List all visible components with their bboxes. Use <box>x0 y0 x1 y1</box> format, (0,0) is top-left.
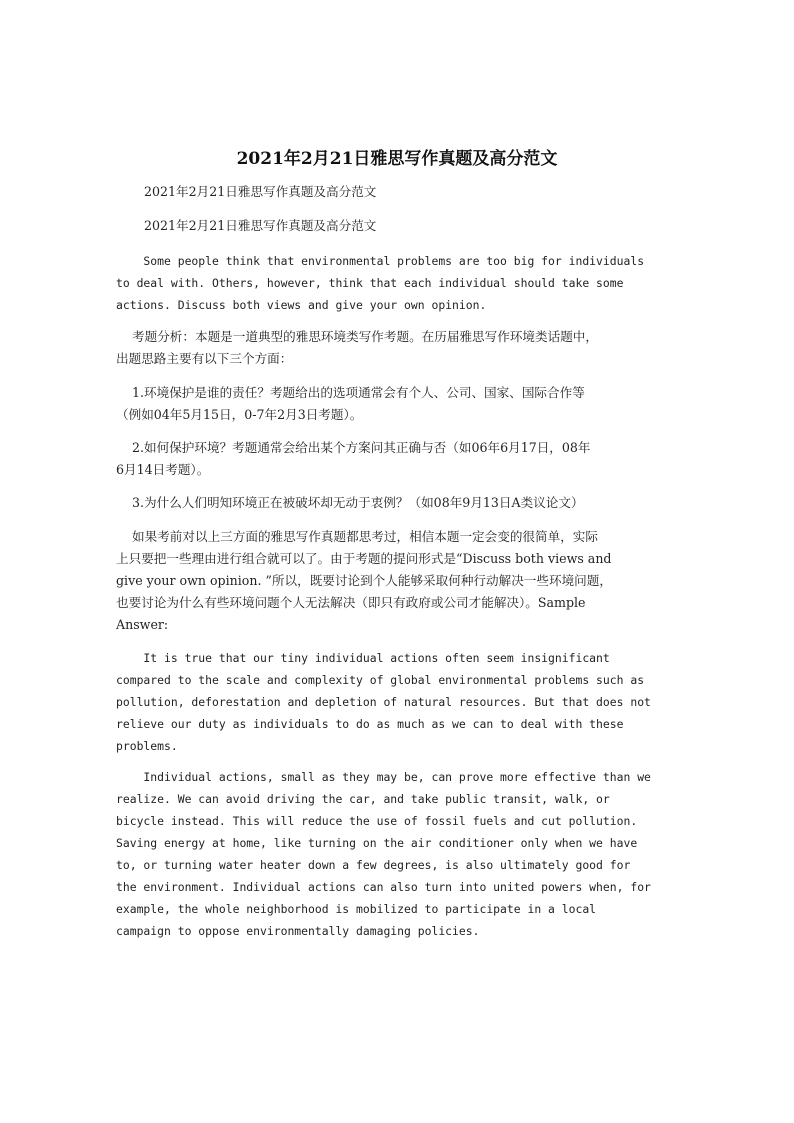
subtitle-line: 2021年2月21日雅思写作真题及高分范文 <box>144 218 377 233</box>
answer-line: the environment. Individual actions can also turn into united powers when, for <box>116 880 651 894</box>
analysis-intro-paragraph <box>116 326 676 370</box>
point-line: 1.环境保护是谁的责任？考题给出的选项通常会有个人、公司、国家、国际合作等 <box>116 385 585 400</box>
analysis-line: 上只要把一些理由进行组合就可以了。由于考题的提问形式是“Discuss both views and <box>116 551 612 566</box>
answer-line: realize. We can avoid driving the car, and take public transit, walk, or <box>116 792 610 806</box>
subtitle-2 <box>116 215 676 237</box>
answer-line: example, the whole neighborhood is mobilized to participate in a local <box>116 902 597 916</box>
answer-line: relieve our duty as individuals to do as much as we can to deal with these <box>116 717 624 731</box>
analysis-line: 考题分析：本题是一道典型的雅思环境类写作考题。在历届雅思写作环境类话题中， <box>116 329 598 344</box>
point-line: 2.如何保护环境？考题通常会给出某个方案问其正确与否（如06年6月17日，08年 <box>116 440 591 455</box>
answer-line: bicycle instead. This will reduce the use of fossil fuels and cut pollution. <box>116 814 638 828</box>
analysis-detail-paragraph <box>116 526 676 636</box>
subtitle-line: 2021年2月21日雅思写作真题及高分范文 <box>144 184 377 199</box>
answer-line: campaign to oppose environmentally damaging policies. <box>116 924 480 938</box>
answer-paragraph-2 <box>116 766 676 942</box>
point-2-paragraph <box>116 437 676 481</box>
answer-line: It is true that our tiny individual actions often seem insignificant <box>116 651 610 665</box>
point-line: （例如04年5月15日，0-7年2月3日考题）。 <box>116 407 363 422</box>
point-line: 3.为什么人们明知环境正在被破坏却无动于衷例？（如08年9月13日A类议论文） <box>116 495 584 510</box>
analysis-line: 如果考前对以上三方面的雅思写作真题都思考过，相信本题一定会变的很简单，实际 <box>116 529 598 544</box>
analysis-line: 出题思路主要有以下三个方面： <box>116 351 293 366</box>
answer-line: compared to the scale and complexity of global environmental problems such as <box>116 673 645 687</box>
point-line: 6月14日考题）。 <box>116 462 210 477</box>
analysis-line: give your own opinion. ”所以，既要讨论到个人能够采取何种行动解决一些环境问题， <box>116 573 612 588</box>
answer-line: pollution, deforestation and depletion of natural resources. But that does not <box>116 695 651 709</box>
answer-line: problems. <box>116 739 178 753</box>
document-title: 2021年2月21日雅思写作真题及高分范文 <box>236 149 558 169</box>
subtitle-1 <box>116 181 676 203</box>
answer-line: to, or turning water heater down a few degrees, is also ultimately good for <box>116 858 631 872</box>
answer-line: Individual actions, small as they may be, can prove more effective than we <box>116 770 651 784</box>
answer-line: Saving energy at home, like turning on the air conditioner only when we have <box>116 836 638 850</box>
question-paragraph <box>116 250 676 316</box>
question-line: to deal with. Others, however, think that each individual should take some <box>116 276 624 290</box>
question-line: actions. Discuss both views and give your own opinion. <box>116 298 487 312</box>
analysis-line: 也要讨论为什么有些环境问题个人无法解决（即只有政府或公司才能解决）。Sample <box>116 595 586 610</box>
point-1-paragraph <box>116 382 676 426</box>
answer-paragraph-1 <box>116 647 676 757</box>
point-3-paragraph <box>116 492 676 514</box>
question-line: Some people think that environmental problems are too big for individuals <box>116 254 645 268</box>
analysis-line: Answer: <box>116 617 169 632</box>
